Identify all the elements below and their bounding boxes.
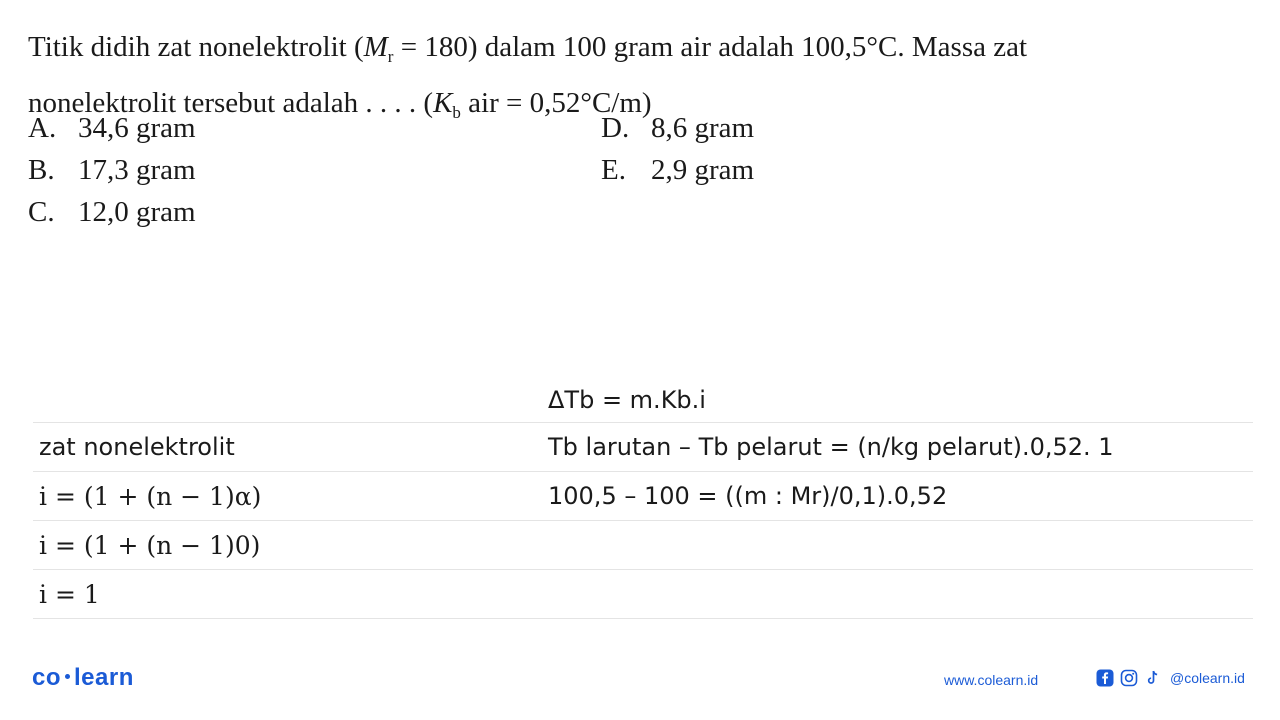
solution-row — [33, 570, 1253, 619]
question-text-part: air = 0,52°C/m) — [460, 87, 652, 119]
solution-row — [33, 378, 1253, 423]
solution-row — [33, 521, 1253, 570]
question-text-part: Titik didih zat nonelektrolit ( — [28, 31, 364, 63]
kb-subscript: b — [452, 103, 461, 122]
tiktok-icon[interactable] — [1144, 669, 1162, 687]
colearn-logo[interactable] — [32, 664, 134, 692]
solution-row — [33, 472, 1253, 521]
option-c[interactable] — [28, 196, 196, 229]
option-letter: E. — [601, 154, 626, 186]
website-link[interactable]: www.colearn.id — [944, 672, 1039, 688]
option-text: 12,0 gram — [78, 196, 196, 228]
instagram-icon[interactable] — [1120, 669, 1138, 687]
option-text: 2,9 gram — [651, 154, 755, 186]
option-letter: C. — [28, 196, 55, 228]
facebook-icon[interactable] — [1096, 669, 1114, 687]
mr-symbol: M — [363, 31, 388, 63]
option-letter: B. — [28, 154, 55, 186]
kb-symbol: K — [433, 87, 453, 119]
social-links — [1096, 669, 1245, 687]
option-d[interactable] — [601, 112, 754, 145]
option-e[interactable] — [601, 154, 754, 187]
answer-options — [28, 112, 1260, 242]
solution-work — [33, 378, 1253, 619]
option-text: 34,6 gram — [78, 112, 196, 144]
option-text: 17,3 gram — [78, 154, 196, 186]
solution-left: zat nonelektrolit — [39, 433, 235, 461]
option-a[interactable] — [28, 112, 196, 145]
option-text: 8,6 gram — [651, 112, 755, 144]
social-handle[interactable]: @colearn.id — [1170, 670, 1245, 686]
footer — [0, 660, 1280, 700]
formula: ΔTb = m.Kb.i — [548, 386, 706, 414]
mr-subscript: r — [387, 47, 394, 66]
option-letter: A. — [28, 112, 57, 144]
logo-text: co — [32, 664, 62, 691]
question-text-part: = 180) dalam 100 gram air adalah 100,5°C. Massa zat — [393, 31, 1028, 63]
option-b[interactable] — [28, 154, 196, 187]
logo-dot — [65, 674, 70, 679]
solution-row — [33, 423, 1253, 472]
solution-right: 100,5 – 100 = ((m : Mr)/0,1).0,52 — [548, 482, 948, 510]
question-line-1 — [28, 24, 1260, 80]
solution-right: Tb larutan – Tb pelarut = (n/kg pelarut).0,52. 1 — [548, 433, 1114, 461]
question-text-part: nonelektrolit tersebut adalah . . . . ( — [28, 87, 434, 119]
solution-left: i = (1 + (n − 1)α) — [39, 481, 262, 511]
solution-left: i = (1 + (n − 1)0) — [39, 530, 261, 560]
option-letter: D. — [601, 112, 630, 144]
logo-text: learn — [74, 664, 134, 691]
solution-left: i = 1 — [39, 579, 100, 609]
